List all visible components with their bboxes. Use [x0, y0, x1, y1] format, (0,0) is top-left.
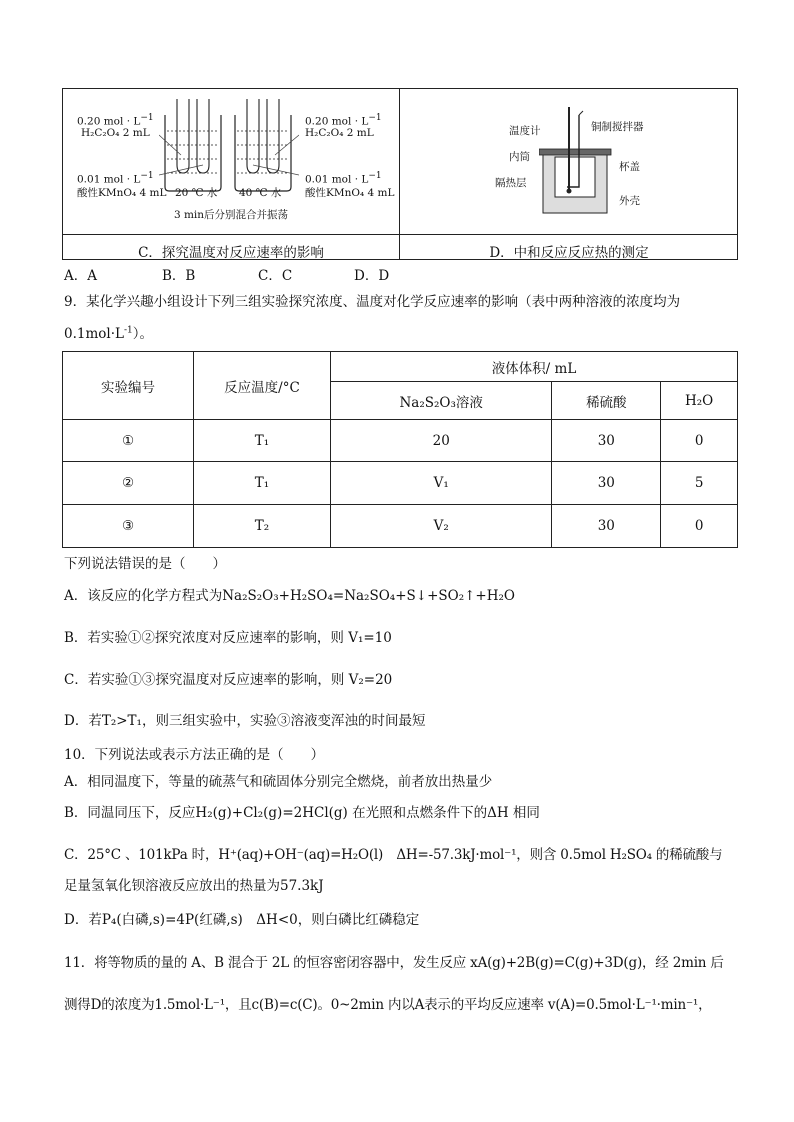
- table-header-volume: 液体体积/ mL: [331, 352, 738, 382]
- fig-c-left-bottom-label: 0.01 mol · $L^{-1}$: [77, 171, 154, 186]
- table-subheader-acid: 稀硫酸: [552, 382, 661, 420]
- row2-id: ②: [63, 462, 194, 505]
- fig-c-right-bottom-label: 0.01 mol · $L^{-1}$: [305, 171, 382, 186]
- table-subheader-na2s2o3: Na₂S₂O₃溶液: [331, 382, 552, 420]
- table-header-id: 实验编号: [63, 352, 194, 420]
- row3-water: 0: [661, 505, 738, 548]
- table-row: [63, 420, 738, 462]
- row2-acid: 30: [552, 462, 661, 505]
- q10-option-c-line2: 足量氢氧化钡溶液反应放出的热量为57.3kJ: [64, 878, 324, 894]
- fig-c-right-top-label2: H₂C₂O₄ 2 mL: [305, 127, 374, 139]
- row3-temp: T₂: [194, 505, 331, 548]
- q9-option-d: D．若T₂>T₁，则三组实验中，实验③溶液变浑浊的时间最短: [64, 713, 426, 729]
- fig-d-thermometer-label: 温度计: [509, 125, 541, 137]
- row1-id: ①: [63, 420, 194, 462]
- q9-option-a: A．该反应的化学方程式为Na₂S₂O₃+H₂SO₄=Na₂SO₄+S↓+SO₂↑+H₂O: [64, 588, 515, 604]
- table-subheader-water: H₂O: [661, 382, 738, 420]
- row3-na: V₂: [331, 505, 552, 548]
- fig-c-caption: C．探究温度对反应速率的影响: [138, 245, 324, 261]
- fig-c-left-bottom-label2: 酸性KMnO₄ 4 mL: [77, 187, 167, 199]
- q10-option-a: A．相同温度下，等量的硫蒸气和硫固体分别完全燃烧，前者放出热量少: [64, 774, 493, 790]
- experiment-table: [62, 351, 738, 548]
- row3-id: ③: [63, 505, 194, 548]
- row2-na: V₁: [331, 462, 552, 505]
- figure-table: [62, 88, 738, 260]
- row1-acid: 30: [552, 420, 661, 462]
- fig-d-stirrer-label: 铜制搅拌器: [591, 121, 644, 133]
- q9-stem-line1: 9．某化学兴趣小组设计下列三组实验探究浓度、温度对化学反应速率的影响（表中两种溶液的浓度均为: [64, 294, 681, 310]
- q9-option-c: C．若实验①③探究温度对反应速率的影响，则 V₂=20: [64, 672, 393, 688]
- row2-water: 5: [661, 462, 738, 505]
- table-row: [63, 505, 738, 548]
- fig-c-right-water: 40 ℃ 水: [239, 187, 282, 199]
- row1-water: 0: [661, 420, 738, 462]
- beaker-apparatus-illustration: [159, 95, 299, 195]
- q10-option-b: B．同温同压下，反应H₂(g)+Cl₂(g)=2HCl(g) 在光照和点燃条件下的ΔH 相同: [64, 805, 540, 821]
- q8-option-a: A．A: [64, 268, 97, 284]
- table-header-temp: 反应温度/°C: [194, 352, 331, 420]
- fig-c-right-bottom-label2: 酸性KMnO₄ 4 mL: [305, 187, 395, 199]
- q8-option-b: B．B: [162, 268, 196, 284]
- fig-c-note: 3 min后分别混合并振荡: [173, 209, 289, 221]
- row2-temp: T₁: [194, 462, 331, 505]
- row3-acid: 30: [552, 505, 661, 548]
- q8-option-d: D．D: [354, 268, 390, 284]
- fig-d-insulation-label: 隔热层: [495, 177, 527, 189]
- table-row: [63, 462, 738, 505]
- q9-stem-line2: $0.1mol\cdot L^{-1}$）。: [64, 325, 154, 342]
- q11-line1: 11．将等物质的量的 A、B 混合于 2L 的恒容密闭容器中，发生反应 xA(g)+2B(g)=C(g)+3D(g)，经 2min 后: [64, 955, 724, 971]
- q8-option-c: C．C: [258, 268, 293, 284]
- q11-line2: 测得D的浓度为1.5mol·L⁻¹，且c(B)=c(C)。0~2min 内以A表示的平均反应速率 v(A)=0.5mol·L⁻¹·min⁻¹，: [64, 997, 712, 1013]
- figure-divider-horizontal: [63, 234, 737, 235]
- fig-d-shell-label: 外壳: [619, 195, 640, 207]
- q10-option-d: D．若P₄(白磷,s)=4P(红磷,s) ΔH<0，则白磷比红磷稳定: [64, 912, 420, 928]
- row1-na: 20: [331, 420, 552, 462]
- q9-question: 下列说法错误的是（ ）: [64, 556, 226, 572]
- fig-c-left-top-label2: H₂C₂O₄ 2 mL: [81, 127, 150, 139]
- row1-temp: T₁: [194, 420, 331, 462]
- fig-d-caption: D．中和反应反应热的测定: [489, 245, 649, 261]
- fig-d-inner-label: 内筒: [509, 151, 530, 163]
- fig-c-left-water: 20 ℃ 水: [175, 187, 218, 199]
- q9-option-b: B．若实验①②探究浓度对反应速率的影响，则 V₁=10: [64, 630, 392, 646]
- q10-option-c-line1: C．25°C 、101kPa 时，H⁺(aq)+OH⁻(aq)=H₂O(l) ΔH=-57.3kJ·mol⁻¹，则含 0.5mol H₂SO₄ 的稀硫酸与: [64, 847, 723, 863]
- q10-stem: 10．下列说法或表示方法正确的是（ ）: [64, 747, 325, 763]
- fig-c-right-top-label: 0.20 mol · $L^{-1}$: [305, 113, 382, 128]
- fig-d-lid-label: 杯盖: [619, 161, 640, 173]
- fig-c-left-top-label: 0.20 mol · $L^{-1}$: [77, 113, 154, 128]
